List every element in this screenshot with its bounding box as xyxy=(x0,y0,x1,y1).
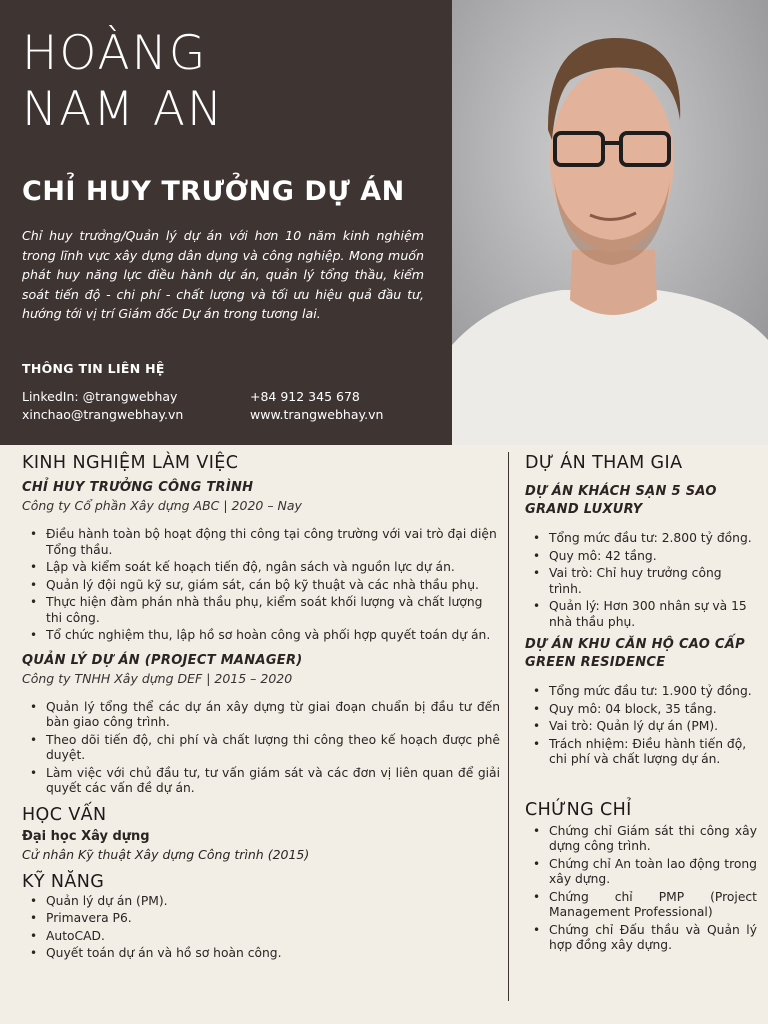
job-company-1: Công ty Cổ phần Xây dựng ABC | 2020 – Nay xyxy=(22,498,302,513)
list-item: • AutoCAD. xyxy=(30,929,500,945)
job-entry xyxy=(22,652,500,797)
name-line-1: HOÀNG xyxy=(22,26,208,81)
list-item: • Quản lý: Hơn 300 nhân sự và 15 nhà thầu phụ. xyxy=(533,599,757,630)
list-item: • Tổ chức nghiệm thu, lập hồ sơ hoàn công và phối hợp quyết toán dự án. xyxy=(30,628,500,644)
education-heading: HỌC VẤN xyxy=(22,804,107,825)
skills-list xyxy=(30,894,500,962)
list-item: • Trách nhiệm: Điều hành tiến độ, chi phí và chất lượng dự án. xyxy=(533,737,757,768)
list-item: • Quy mô: 42 tầng. xyxy=(533,549,757,565)
list-item: • Điều hành toàn bộ hoạt động thi công tại công trường với vai trò đại diện Tổng thầu. xyxy=(30,527,500,558)
list-item: • Tổng mức đầu tư: 1.900 tỷ đồng. xyxy=(533,684,757,700)
phone-text: +84 912 345 678 xyxy=(250,389,360,404)
job-company-2: Công ty TNHH Xây dựng DEF | 2015 – 2020 xyxy=(22,670,293,686)
linkedin-text: LinkedIn: @trangwebhay xyxy=(22,389,178,404)
list-item: • Quản lý tổng thể các dự án xây dựng từ giai đoạn chuẩn bị đầu tư đến bàn giao công trình. xyxy=(30,700,500,731)
job-title-2: QUẢN LÝ DỰ ÁN (PROJECT MANAGER) xyxy=(22,652,303,668)
column-divider xyxy=(508,452,509,1001)
left-column xyxy=(22,453,500,964)
website-text: www.trangwebhay.vn xyxy=(250,407,384,422)
list-item: • Vai trò: Chỉ huy trưởng công trình. xyxy=(533,566,757,597)
project-title-2: DỰ ÁN KHU CĂN HỘ CAO CẤP GREEN RESIDENCE xyxy=(525,637,745,670)
list-item: • Làm việc với chủ đầu tư, tư vấn giám sát và các đơn vị liên quan để giải quyết các vấn đề dự án. xyxy=(30,766,500,797)
candidate-name xyxy=(22,26,442,138)
list-item: • Chứng chỉ Giám sát thi công xây dựng công trình. xyxy=(533,824,757,855)
job-title-1: CHỈ HUY TRƯỞNG CÔNG TRÌNH xyxy=(22,480,254,495)
list-item: • Quản lý dự án (PM). xyxy=(30,894,500,910)
name-line-2: NAM AN xyxy=(22,82,225,137)
list-item: • Quyết toán dự án và hồ sơ hoàn công. xyxy=(30,946,500,962)
list-item: • Thực hiện đàm phán nhà thầu phụ, kiểm soát khối lượng và chất lượng thi công. xyxy=(30,595,500,626)
list-item: • Vai trò: Quản lý dự án (PM). xyxy=(533,719,757,735)
certificates-list xyxy=(533,824,757,954)
skills-heading: KỸ NĂNG xyxy=(22,871,105,892)
project-bullets-2 xyxy=(533,684,757,768)
job-bullets-2 xyxy=(30,700,500,797)
project-bullets-1 xyxy=(533,531,757,630)
list-item: • Lập và kiểm soát kế hoạch tiến độ, ngân sách và nguồn lực dự án. xyxy=(30,560,500,576)
list-item: • Quản lý đội ngũ kỹ sư, giám sát, cán bộ kỹ thuật và các nhà thầu phụ. xyxy=(30,578,500,594)
job-entry xyxy=(22,479,500,644)
list-item: • Theo dõi tiến độ, chi phí và chất lượng thi công theo kế hoạch được phê duyệt. xyxy=(30,733,500,764)
job-title: CHỈ HUY TRƯỞNG DỰ ÁN xyxy=(22,176,405,207)
list-item: • Chứng chỉ Đấu thầu và Quản lý hợp đồng xây dựng. xyxy=(533,923,757,954)
contact-heading: THÔNG TIN LIÊN HỆ xyxy=(22,361,165,376)
certificates-heading: CHỨNG CHỈ xyxy=(525,799,632,820)
list-item: • Primavera P6. xyxy=(30,911,500,927)
education-degree: Cử nhân Kỹ thuật Xây dựng Công trình (2015) xyxy=(22,846,310,862)
portrait-photo xyxy=(452,0,768,445)
list-item: • Tổng mức đầu tư: 2.800 tỷ đồng. xyxy=(533,531,757,547)
email-text: xinchao@trangwebhay.vn xyxy=(22,407,184,422)
right-column xyxy=(525,453,757,956)
projects-heading: DỰ ÁN THAM GIA xyxy=(525,453,683,473)
job-bullets-1 xyxy=(30,527,500,644)
experience-heading: KINH NGHIỆM LÀM VIỆC xyxy=(22,453,239,473)
list-item: • Quy mô: 04 block, 35 tầng. xyxy=(533,702,757,718)
project-title-1: DỰ ÁN KHÁCH SẠN 5 SAO GRAND LUXURY xyxy=(525,484,717,517)
list-item: • Chứng chỉ PMP (Project Management Professional) xyxy=(533,890,757,921)
list-item: • Chứng chỉ An toàn lao động trong xây dựng. xyxy=(533,857,757,888)
profile-summary: Chỉ huy trưởng/Quản lý dự án với hơn 10 năm kinh nghiệm trong lĩnh vực xây dựng dân dụng và công nghiệp. Mong muốn phát huy năng lực điều hành dự án, quản lý tổng thầu, kiểm soát tiến độ - chi phí - chất lượng và tối ưu hiệu quả đầu tư, hướng tới vị trí Giám đốc Dự án trong tương lai. xyxy=(22,228,424,321)
portrait-illustration xyxy=(452,0,768,445)
education-school: Đại học Xây dựng xyxy=(22,828,150,844)
